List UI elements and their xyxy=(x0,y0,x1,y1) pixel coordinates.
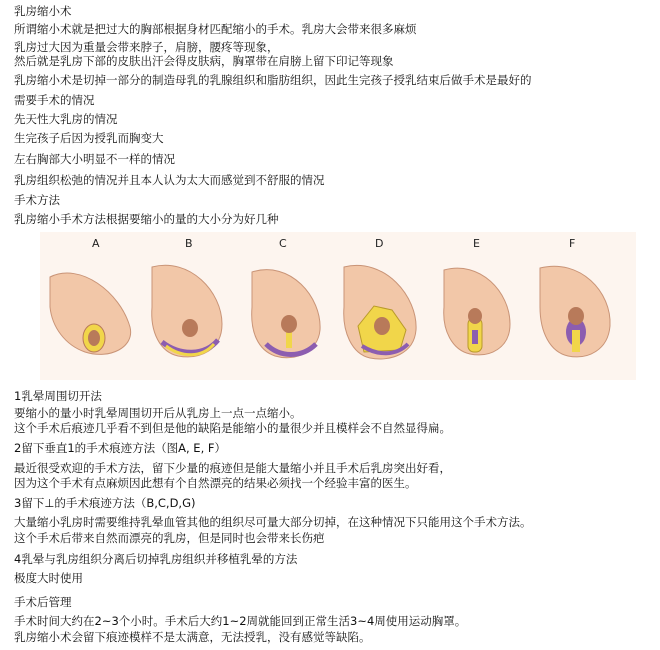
method-heading: 4乳晕与乳房组织分离后切掉乳房组织并移植乳晕的方法 xyxy=(14,552,298,566)
method-text: 这个手术后痕迹几乎看不到但是他的缺陷是能缩小的量很少并且模样会不自然显得扁。 xyxy=(14,421,451,435)
intro-text: 乳房过大因为重量会带来脖子，肩膀，腰疼等现象， xyxy=(14,40,279,54)
diagram-b xyxy=(152,237,222,357)
section-text: 乳房缩小手术方法根据要缩小的量的大小分为好几种 xyxy=(14,212,279,226)
surgery-illustration xyxy=(40,232,636,380)
intro-text: 然后就是乳房下部的皮肤出汗会得皮肤病，胸罩带在肩膀上留下印记等现象 xyxy=(14,54,394,68)
intro-text: 乳房缩小术是切掉一部分的制造母乳的乳腺组织和脂肪组织，因此生完孩子授乳结束后做手术是最好的 xyxy=(14,73,532,87)
section-heading: 手术方法 xyxy=(14,193,60,207)
section-heading: 需要手术的情况 xyxy=(14,93,95,107)
section-heading: 手术后管理 xyxy=(14,595,72,609)
diagram-label: F xyxy=(569,237,576,250)
diagram-f xyxy=(540,237,610,357)
diagram-label: E xyxy=(473,237,480,250)
aftercare-text: 手术时间大约在2~3个小时。手术后大约1~2周就能回到正常生活3~4周使用运动胸罩。 xyxy=(14,614,467,628)
diagram-label: C xyxy=(279,237,287,250)
list-item: 左右胸部大小明显不一样的情况 xyxy=(14,152,175,166)
diagram-d xyxy=(344,237,416,359)
method-text: 要缩小的量小时乳晕周围切开后从乳房上一点一点缩小。 xyxy=(14,406,302,420)
method-heading: 2留下垂直1的手术痕迹方法（图A, E, F） xyxy=(14,441,227,455)
list-item: 乳房组织松弛的情况并且本人认为太大而感觉到不舒服的情况 xyxy=(14,173,325,187)
diagram-label: B xyxy=(185,237,193,250)
diagram-a xyxy=(50,237,131,354)
method-heading: 1乳晕周围切开法 xyxy=(14,389,102,403)
aftercare-text: 乳房缩小术会留下痕迹模样不是太满意，无法授乳，没有感觉等缺陷。 xyxy=(14,630,371,644)
method-text: 大量缩小乳房时需要维持乳晕血管其他的组织尽可量大部分切掉，在这种情况下只能用这个手术方法。 xyxy=(14,515,532,529)
diagram-label: A xyxy=(92,237,100,250)
list-item: 生完孩子后因为授乳而胸变大 xyxy=(14,131,164,145)
intro-text: 所谓缩小术就是把过大的胸部根据身材匹配缩小的手术。乳房大会带来很多麻烦 xyxy=(14,22,417,36)
title: 乳房缩小术 xyxy=(14,4,72,18)
method-text: 最近很受欢迎的手术方法，留下少量的痕迹但是能大量缩小并且手术后乳房突出好看， xyxy=(14,461,451,475)
method-text: 极度大时使用 xyxy=(14,571,83,585)
method-text: 因为这个手术有点麻烦因此想有个自然漂亮的结果必须找一个经验丰富的医生。 xyxy=(14,476,417,490)
diagram-e xyxy=(444,237,510,355)
diagram-c xyxy=(252,237,320,358)
diagram-label: D xyxy=(375,237,384,250)
method-text: 这个手术后带来自然而漂亮的乳房，但是同时也会带来长伤疤 xyxy=(14,531,325,545)
method-heading: 3留下⊥的手术痕迹方法（B,C,D,G) xyxy=(14,496,196,510)
list-item: 先天性大乳房的情况 xyxy=(14,112,118,126)
